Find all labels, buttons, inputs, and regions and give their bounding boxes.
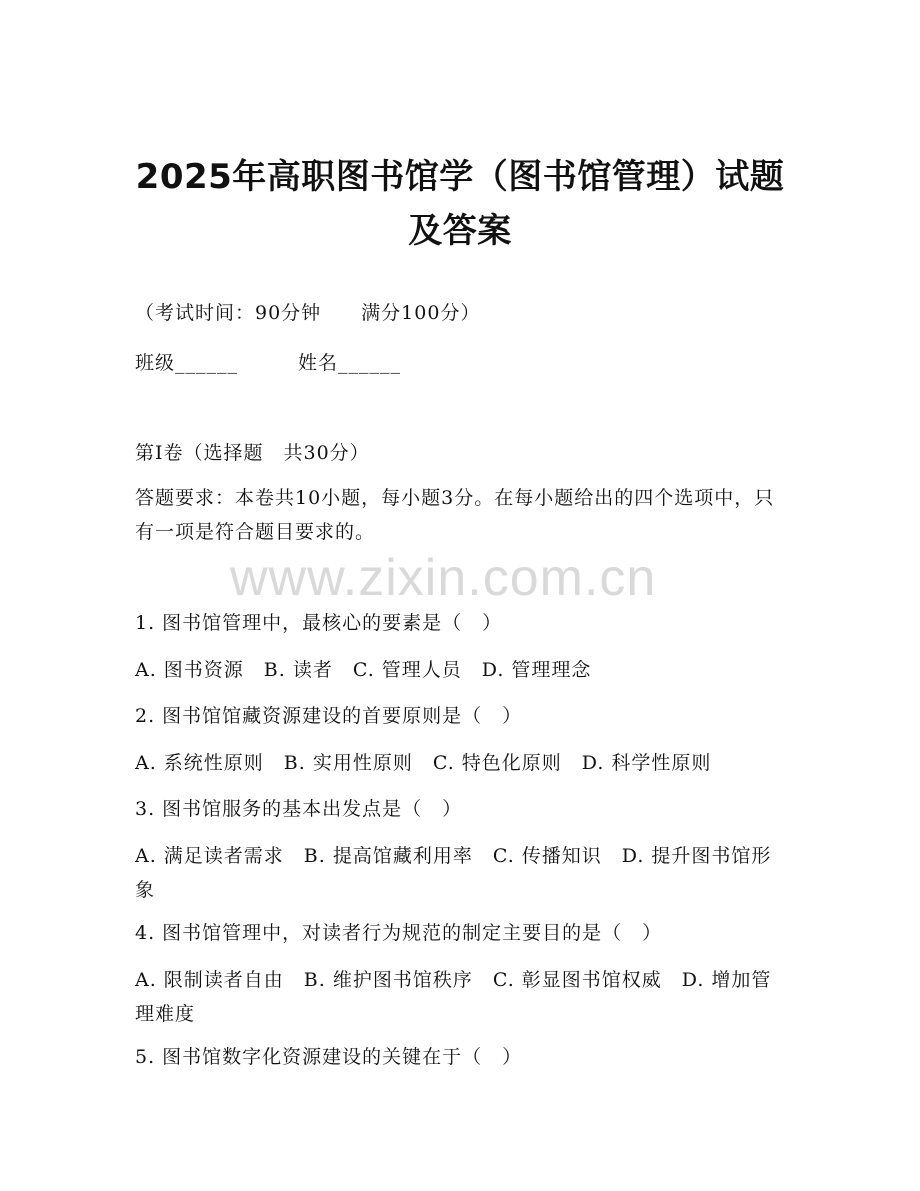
class-label: 班级______ <box>135 352 239 374</box>
question-3-options: A. 满足读者需求 B. 提高馆藏利用率 C. 传播知识 D. 提升图书馆形象 <box>135 845 772 901</box>
name-label: 姓名______ <box>298 352 402 374</box>
question-3-stem: 3. 图书馆服务的基本出发点是（ ） <box>135 798 463 820</box>
watermark: www.zixin.com.cn <box>230 549 657 607</box>
question-4-options: A. 限制读者自由 B. 维护图书馆秩序 C. 彰显图书馆权威 D. 增加管理难度 <box>135 969 772 1025</box>
question-1-stem: 1. 图书馆管理中，最核心的要素是（ ） <box>135 612 503 634</box>
question-1-options: A. 图书资源 B. 读者 C. 管理人员 D. 管理理念 <box>135 659 592 681</box>
question-2-options: A. 系统性原则 B. 实用性原则 C. 特色化原则 D. 科学性原则 <box>135 752 712 774</box>
instructions: 答题要求：本卷共10小题，每小题3分。在每小题给出的四个选项中，只有一项是符合题目要求的。 <box>135 487 775 543</box>
question-5-stem: 5. 图书馆数字化资源建设的关键在于（ ） <box>135 1046 523 1068</box>
exam-info: （考试时间：90分钟 满分100分） <box>135 302 481 324</box>
student-info <box>135 348 401 378</box>
question-2-stem: 2. 图书馆馆藏资源建设的首要原则是（ ） <box>135 705 523 727</box>
question-4-stem: 4. 图书馆管理中，对读者行为规范的制定主要目的是（ ） <box>135 922 663 944</box>
section-heading: 第I卷（选择题 共30分） <box>135 442 370 464</box>
document-title: 2025年高职图书馆学（图书馆管理）试题及答案 <box>135 157 785 251</box>
